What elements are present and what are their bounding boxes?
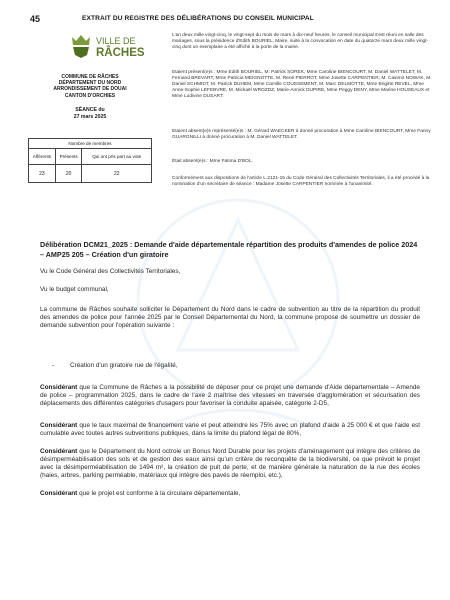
page-number: 45 — [30, 14, 41, 24]
bullet-dash: - — [52, 362, 55, 369]
context-paragraph: La commune de Râches souhaite solliciter le Département du Nord dans le cadre de subvention au titre de la répartition du produit des amendes de police pour l'année 2025 par le Conseil Départemental du Nord, la commune propose de soumettre un dossier de demande subvention pour l'opération suivante : — [40, 306, 420, 329]
commune-line: COMMUNE DE RÂCHES — [61, 74, 119, 80]
vu-cgct: Vu le Code Général des Collectivités Territoriales, — [40, 268, 181, 275]
votes-header-afferents: Afférents — [29, 149, 56, 165]
absents-represented-paragraph: Etaient absent(e)s représenté(e)s : M. Gérard WAECKER à donné procuration à Mme Caroline BIENCOURT, Mme Fanny GUARGNILLI à donné procuration à M. Daniel WATTELET. — [172, 129, 431, 140]
votes-value-votants: 22 — [82, 165, 152, 183]
crown-shield-icon — [70, 33, 92, 59]
considerant-text: que le projet est conforme à la circulaire départementale, — [77, 490, 241, 497]
considerant-paragraph — [40, 490, 420, 498]
commune-line: CANTON D'ORCHIES — [64, 92, 116, 99]
votes-header-votants: Qui ont pris part au vote — [82, 149, 152, 165]
votes-header-presents: Présents — [55, 149, 82, 165]
votes-table-title: Nombre de membres — [29, 139, 152, 149]
votes-table — [28, 138, 152, 183]
secretary-paragraph: Conformément aux dispositions de l'article L.2121-15 du Code Général des Collectivités Territoriales, il a été procédé à la nomination d'un secrétaire de séance : Madame Josette CARPENTIER nommée à l'unanimité. — [172, 176, 430, 187]
absent-paragraph: Était absent(e)s : Mme Fatima D'BOL. — [172, 159, 253, 164]
votes-value-presents: 20 — [55, 165, 82, 183]
considerant-text: que le Département du Nord octroie un Bonus Nord Durable pour les projets d'aménagement qui intègre des critères de désimperméabilisation des sols et de gestion des eaux ainsi qu'un critère de reconquête de la biodiversité, ce que prévoit le projet avec la désimperméabilisation de 1494 m², la création de puit de perte, et de manière générale la naturation de la rue des écoles (haies, arbres, parking perméable, matériaux qui intègre des pavés de réemploi, etc.), — [40, 448, 420, 479]
considerant-lead: Considérant — [40, 422, 78, 429]
vu-budget: Vu le budget communal, — [40, 286, 109, 293]
considerant-text: que le taux maximal de financement varie et peut atteindre les 75% avec un plafond d'aide à 25 000 € et que l'aide est cumulable avec toutes autres subventions publiques, dans la limite du plafond légal de 80%, — [40, 422, 420, 437]
considerant-paragraph — [40, 448, 420, 480]
document-header: EXTRAIT DU REGISTRE DES DÉLIBÉRATIONS DU CONSEIL MUNICIPAL — [82, 15, 314, 22]
considerant-lead: Considérant — [40, 448, 78, 455]
considerant-paragraph — [40, 422, 420, 438]
logo-line-2: RÂCHES — [96, 47, 145, 59]
seance-date: 27 mars 2025 — [73, 114, 107, 120]
bullet-item: Création d'un giratoire rue de l'égalité, — [70, 362, 178, 369]
presents-paragraph: Etaient présent(e)s : Mme Edith BOURIEL, M. Patrick SOREK, Mme Caroline BIENCOURT, M. Daniel WATTELET, M. Fernand BREVART, Mme Patricia MEIGNOTTE, M. René PIERROT, Mme Josette CARPENTIER, M. Casimir NOWAK, M. Daniel SCHMIDT, M. Patrick DUHEM, Mme Camille COUSSEMENT, M. Marc DELMOTTE, Mme Brigitte REVEL, Mme Anne-Sophie LEFEBVRE, M. Mickaël WROZDZ, Marie-Annick DUPIRE, Mme Peggy DENY, Mme Marine HOUSEAUX et Mme Ludivine DUSART. — [172, 70, 432, 99]
considerant-lead: Considérant — [40, 384, 78, 391]
ville-logo — [70, 33, 154, 63]
deliberation-title: Délibération DCM21_2025 : Demande d'aide départementale répartition des produits d'amendes de police 2024 – AMP25 205 – Création d'un giratoire — [40, 240, 418, 259]
considerant-lead: Considérant — [40, 490, 78, 497]
commune-line: ARRONDISSEMENT DE DOUAI — [53, 86, 127, 93]
considerant-text: que la Commune de Râches a la possibilité de déposer pour ce projet une demande d'Aide départementale – Amende de police – programmation 2025, dans le cadre de l'axe 2 maîtrise des vitesses en traversée d'agglomération et sécurisation des déplacements des différentes catégories d'usagers pour favoriser la conduite apaisée, catégorie 2-D5, — [40, 384, 420, 407]
logo-line-1: VILLE DE — [96, 36, 136, 46]
votes-value-afferents: 23 — [29, 165, 56, 183]
commune-block — [26, 74, 154, 99]
considerant-paragraph — [40, 384, 420, 408]
convocation-paragraph: L'an deux mille vingt-cinq, le vingt-sept du mois de mars à dix-neuf heures, le conseil municipal s'est réuni en salle des mariages, sous la présidence d'Edith BOURIEL, Maire, suite à la convocation en date du quatorze mars deux mille vingt-cinq dont un exemplaire a été affiché à la porte de la mairie. — [172, 33, 429, 50]
seance-label: SÉANCE du — [75, 107, 105, 113]
commune-line: DÉPARTEMENT DU NORD — [58, 80, 122, 87]
